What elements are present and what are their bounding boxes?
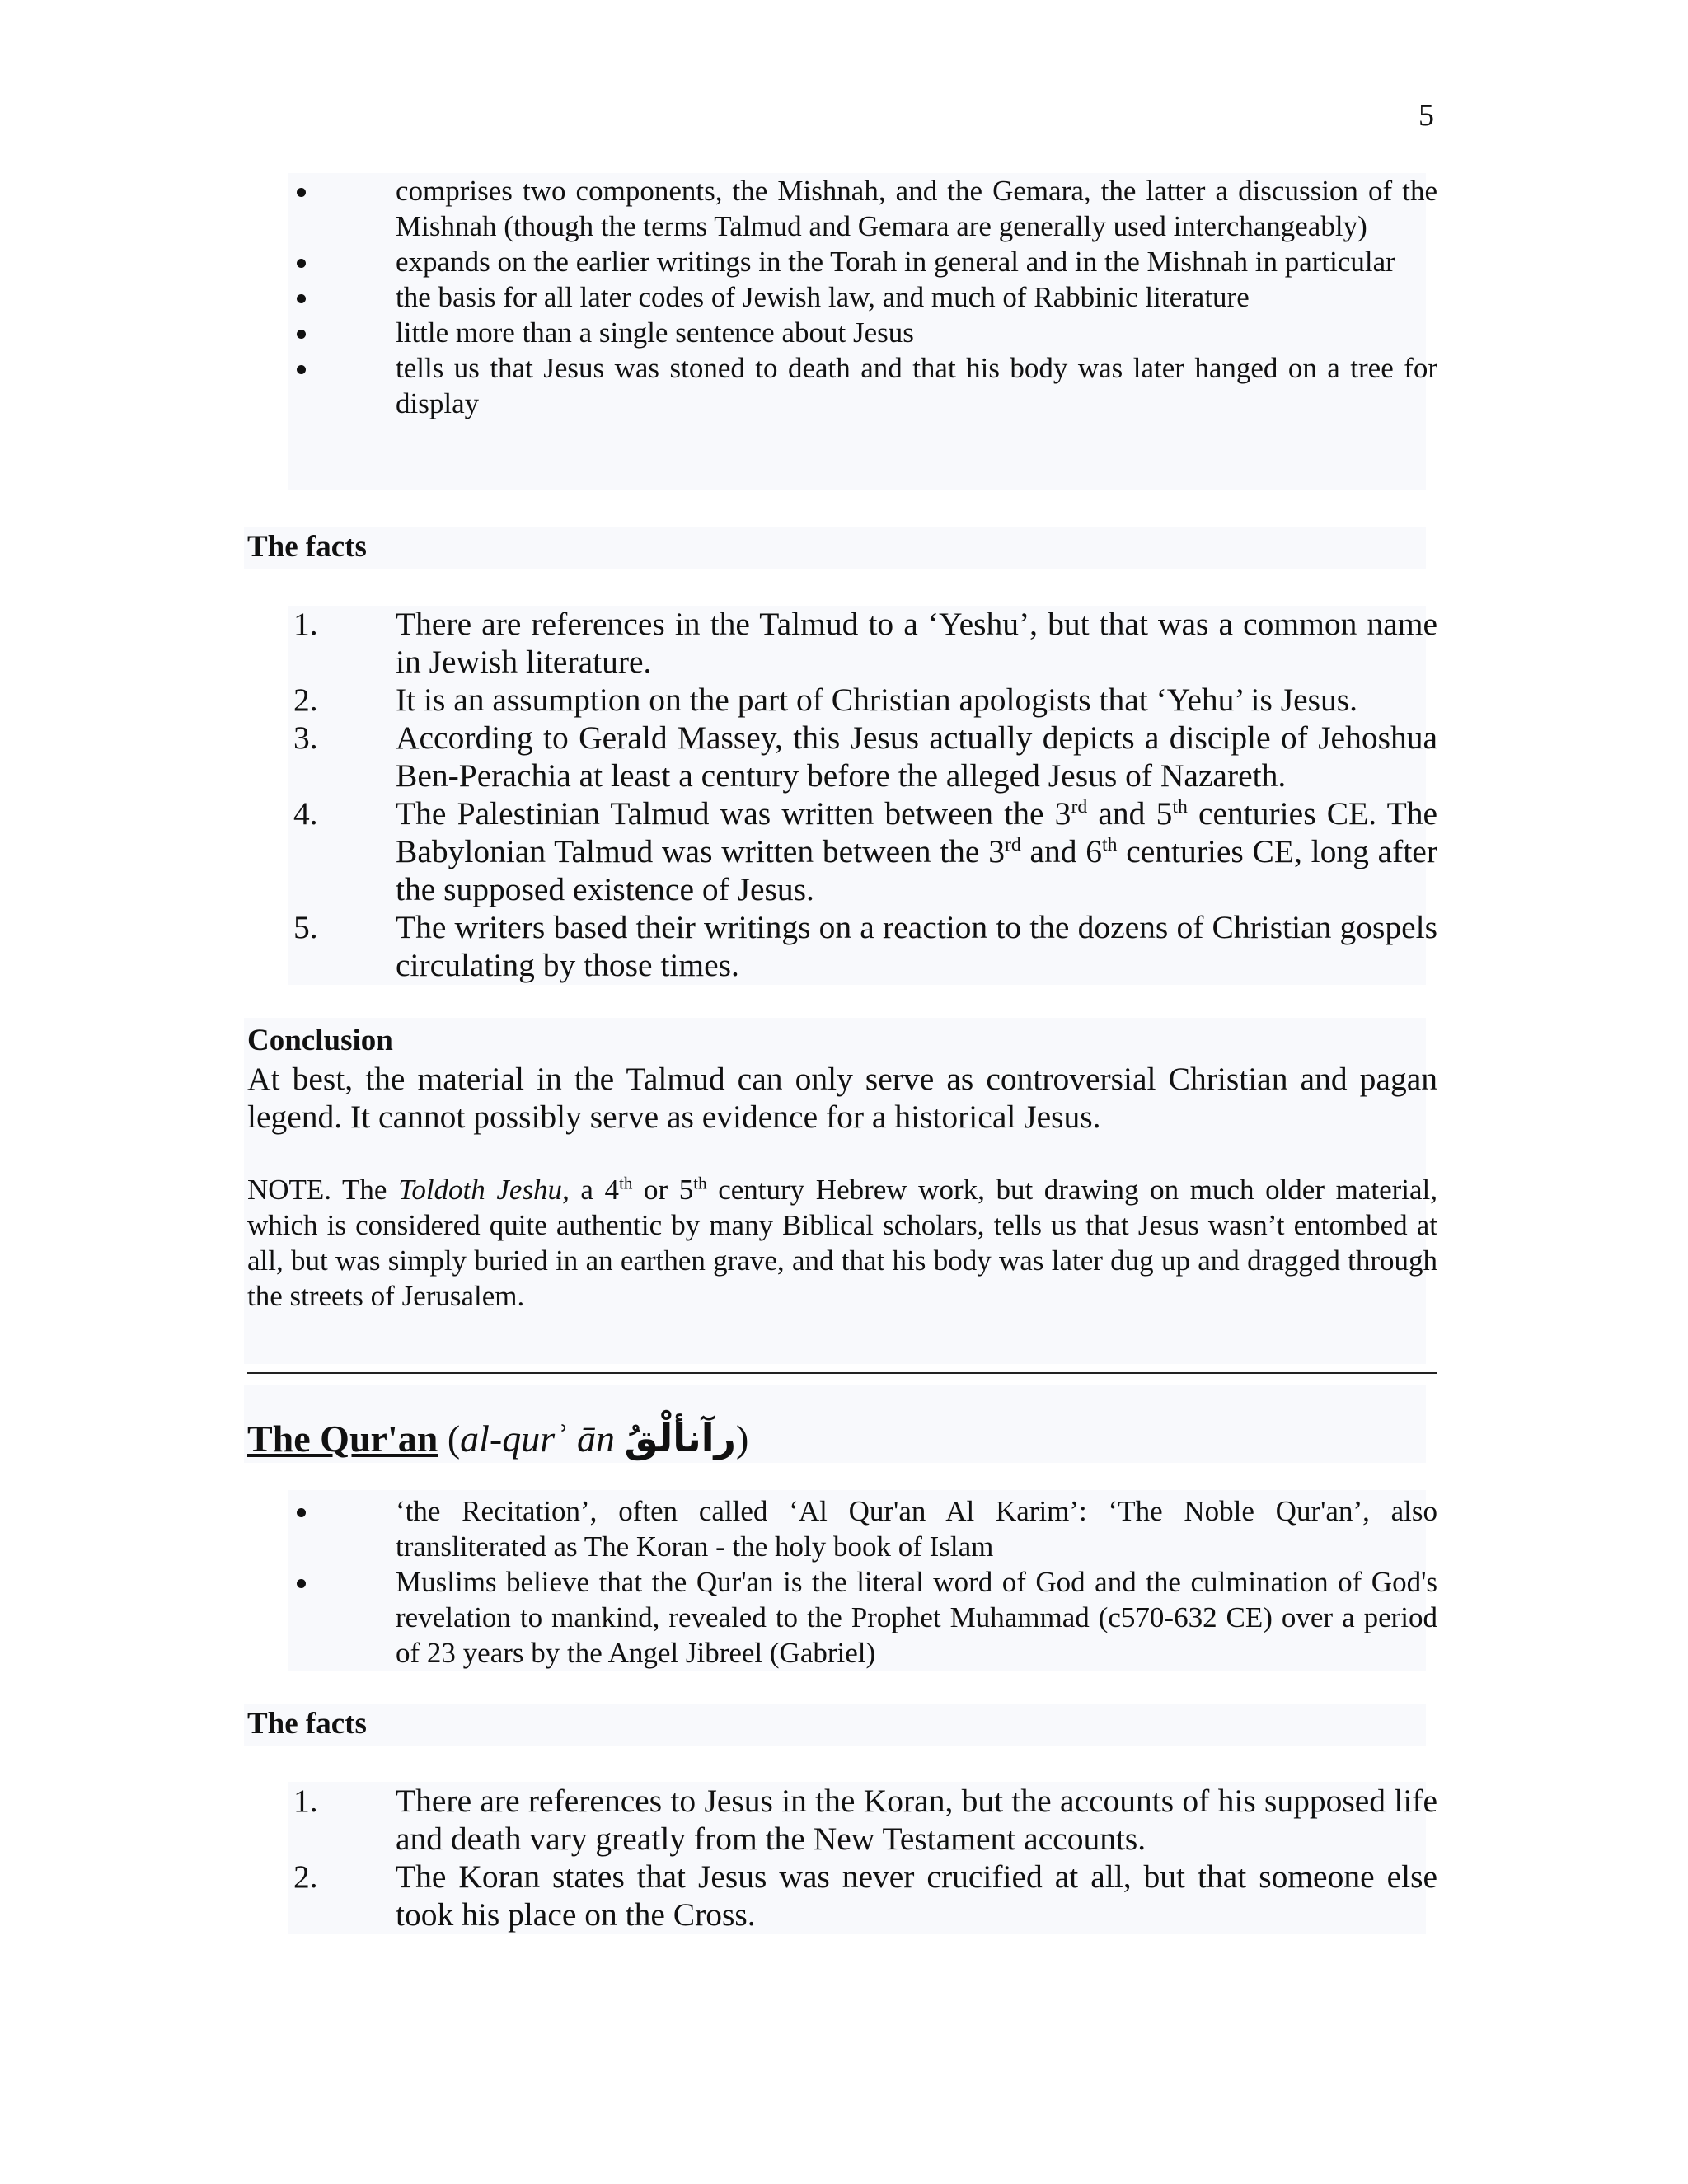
fact-text: The writers based their writings on a reaction to the dozens of Christian gospels circulating by those times. [396, 909, 1437, 983]
bullet-text: Muslims believe that the Qur'an is the literal word of God and the culmination of God's revelation to mankind, revealed to the Prophet Muhammad (c570-632 CE) over a period of 23 years by the Angel Jibreel (Gabriel) [396, 1566, 1437, 1669]
fact-text: The Palestinian Talmud was written between the 3rd and 5th centuries CE. The Babylonian Talmud was written between the 3rd and 6th centuries CE, long after the supposed existence of Jesus. [396, 795, 1438, 907]
bullet-text: comprises two components, the Mishnah, and the Gemara, the latter a discussion of the Mishnah (though the terms Talmud and Gemara are generally used interchangeably) [396, 175, 1437, 242]
list-item [293, 244, 1437, 279]
bullet-icon [293, 244, 396, 279]
bullet-text: the basis for all later codes of Jewish law, and much of Rabbinic literature [396, 281, 1250, 313]
list-number: 4. [293, 795, 318, 832]
conclusion-block [247, 1022, 1437, 1136]
talmud-bullet-list [293, 173, 1437, 421]
quran-section-title: The Qur'an (al-qurʾ ān رآنألْقُ) [247, 1416, 749, 1460]
bullet-icon [293, 1493, 396, 1529]
section-divider [247, 1372, 1437, 1374]
bullet-text: tells us that Jesus was stoned to death and that his body was later hanged on a tree for display [396, 352, 1437, 419]
quran-transliteration: al-qurʾ ān [460, 1418, 615, 1460]
list-item [293, 1782, 1437, 1858]
bullet-icon [293, 315, 396, 350]
shade-talmud-facts-heading [244, 527, 1426, 569]
bullet-icon [293, 279, 396, 315]
list-item [293, 1493, 1437, 1564]
bullet-text: little more than a single sentence about Jesus [396, 316, 914, 349]
list-item [293, 1564, 1437, 1671]
fact-text: According to Gerald Massey, this Jesus actually depicts a disciple of Jehoshua Ben-Perachia at least a century before the alleged Jesus of Nazareth. [396, 719, 1437, 794]
bullet-text: expands on the earlier writings in the Torah in general and in the Mishnah in particular [396, 246, 1395, 278]
conclusion-heading: Conclusion [247, 1024, 393, 1057]
list-number: 1. [293, 606, 318, 642]
list-item [293, 1858, 1437, 1933]
fact-text: There are references in the Talmud to a ‘Yeshu’, but that was a common name in Jewish literature. [396, 606, 1437, 680]
page-number: 5 [1418, 98, 1434, 133]
talmud-facts-heading: The facts [247, 530, 367, 564]
talmud-facts-list [293, 605, 1437, 984]
bullet-icon [293, 1564, 396, 1600]
fact-text: The Koran states that Jesus was never crucified at all, but that someone else took his place on the Cross. [396, 1858, 1437, 1933]
fact-text: There are references to Jesus in the Koran, but the accounts of his supposed life and death vary greatly from the New Testament accounts. [396, 1783, 1437, 1857]
fact-text: It is an assumption on the part of Christian apologists that ‘Yehu’ is Jesus. [396, 682, 1358, 718]
list-item [293, 605, 1437, 681]
list-number: 5. [293, 909, 318, 945]
list-item [293, 350, 1437, 421]
list-item [293, 681, 1437, 719]
list-item [293, 908, 1437, 984]
conclusion-text: At best, the material in the Talmud can only serve as controversial Christian and pagan legend. It cannot possibly serve as evidence for a historical Jesus. [247, 1061, 1437, 1135]
bullet-text: ‘the Recitation’, often called ‘Al Qur'an Al Karim’: ‘The Noble Qur'an’, also transliterated as The Koran - the holy book of Islam [396, 1495, 1437, 1563]
list-item [293, 315, 1437, 350]
quran-facts-list [293, 1782, 1437, 1933]
list-number: 2. [293, 1858, 318, 1895]
list-item [293, 173, 1437, 244]
bullet-icon [293, 350, 396, 386]
list-number: 1. [293, 1783, 318, 1819]
quran-bullet-list [293, 1493, 1437, 1671]
list-item [293, 719, 1437, 794]
bullet-icon [293, 173, 396, 209]
quran-title: The Qur'an [247, 1418, 438, 1460]
list-item [293, 794, 1437, 908]
shade-quran-facts-heading [244, 1704, 1426, 1746]
quran-arabic: رآنألْقُ [624, 1416, 737, 1460]
note-italic-title: Toldoth Jeshu [398, 1174, 563, 1206]
quran-facts-heading: The facts [247, 1707, 367, 1741]
list-item [293, 279, 1437, 315]
note-paragraph: NOTE. The Toldoth Jeshu, a 4th or 5th century Hebrew work, but drawing on much older material, which is considered quite authentic by many Biblical scholars, tells us that Jesus wasn’t entombed at all, but was simply buried in an earthen grave, and that his body was later dug up and dragged through the streets of Jerusalem. [247, 1173, 1437, 1312]
list-number: 3. [293, 719, 318, 756]
list-number: 2. [293, 682, 318, 718]
